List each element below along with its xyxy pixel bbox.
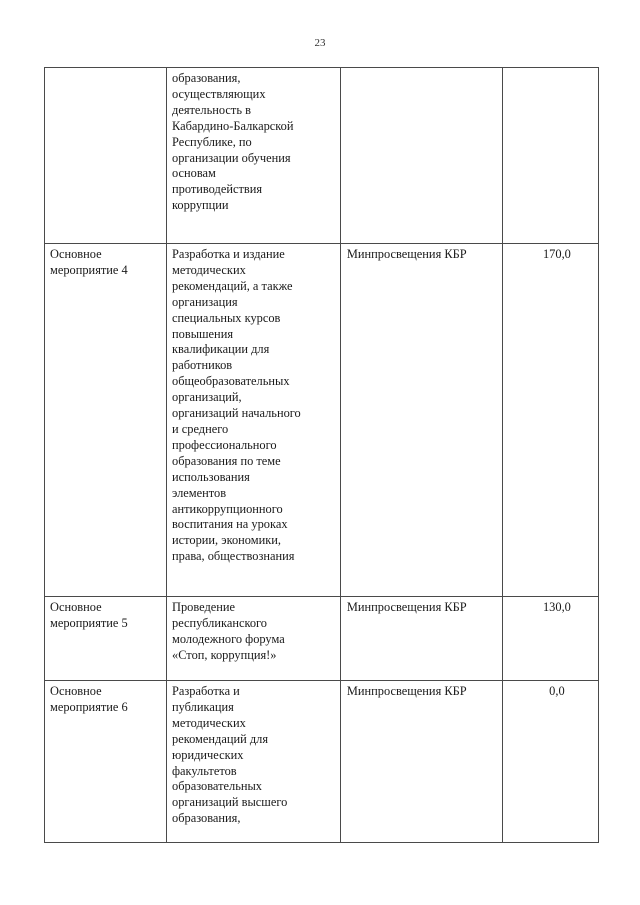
cell-text-line: деятельность в xyxy=(172,102,251,117)
executor-cell xyxy=(340,244,502,597)
cell-text-line: Разработка и xyxy=(172,684,240,698)
cell-text-line: Кабардино-Балкарской xyxy=(172,118,294,133)
cell-text-line: молодежного форума xyxy=(172,631,285,646)
table-row xyxy=(45,681,599,843)
cell-text: Минпросвещения КБР xyxy=(346,600,467,614)
cell-text-line: основам xyxy=(172,166,216,181)
cell-text-line: рекомендаций, а также xyxy=(172,278,293,293)
cell-text-line: образования по теме xyxy=(172,453,281,468)
cell-text-line: и среднего xyxy=(172,421,229,436)
cell-text-line: мероприятие 6 xyxy=(50,699,128,714)
activity-description-cell xyxy=(167,68,341,244)
cell-text-line: образовательных xyxy=(172,779,262,794)
cell-text-line: публикация xyxy=(172,699,234,714)
cell-text-line: Разработка и издание xyxy=(172,247,285,261)
cell-text-line: методических xyxy=(172,715,246,730)
table-row xyxy=(45,68,599,244)
executor-cell xyxy=(340,68,502,244)
amount-cell xyxy=(502,597,598,681)
amount-cell xyxy=(502,681,598,843)
cell-text-line: образования, xyxy=(172,71,241,85)
executor-cell xyxy=(340,681,502,843)
cell-text: 130,0 xyxy=(542,600,571,614)
executor-cell xyxy=(340,597,502,681)
cell-text-line: организаций высшего xyxy=(172,795,288,810)
activity-name-cell xyxy=(45,597,167,681)
activities-table xyxy=(44,67,599,843)
cell-text-line: работников xyxy=(172,358,233,373)
cell-text: Минпросвещения КБР xyxy=(346,684,467,698)
cell-text-line: повышения xyxy=(172,326,234,341)
cell-text-line: Проведение xyxy=(172,600,236,614)
page-number: 23 xyxy=(314,37,326,49)
cell-text-line: мероприятие 5 xyxy=(50,615,128,630)
activity-description-cell xyxy=(167,597,341,681)
cell-text: Минпросвещения КБР xyxy=(346,247,467,261)
cell-text-line: квалификации для xyxy=(172,342,270,357)
cell-text-line: организации обучения xyxy=(172,150,291,165)
amount-cell xyxy=(502,244,598,597)
cell-text-line: осуществляющих xyxy=(172,86,266,101)
cell-text-line: организаций начального xyxy=(172,406,301,421)
cell-text-line: элементов xyxy=(172,485,227,500)
cell-text-line: использования xyxy=(172,469,250,484)
cell-text-line: противодействия xyxy=(172,182,263,197)
activity-name-cell xyxy=(45,244,167,597)
cell-text-line: республиканского xyxy=(172,615,268,630)
cell-text-line: организаций, xyxy=(172,390,242,405)
cell-text-line: факультетов xyxy=(172,763,237,778)
cell-text-line: рекомендаций для xyxy=(172,731,269,746)
cell-text-line: образования, xyxy=(172,811,241,826)
cell-text-line: общеобразовательных xyxy=(172,374,290,389)
cell-text-line: мероприятие 4 xyxy=(50,262,128,277)
cell-text-line: Основное xyxy=(50,600,102,614)
cell-text-line: юридических xyxy=(172,747,244,762)
activity-description-cell xyxy=(167,681,341,843)
activity-name-cell xyxy=(45,681,167,843)
cell-text-line: методических xyxy=(172,262,246,277)
cell-text: 170,0 xyxy=(542,247,571,261)
cell-text-line: специальных курсов xyxy=(172,310,281,325)
cell-text-line: истории, экономики, xyxy=(172,533,281,548)
cell-text-line: Республике, по xyxy=(172,134,252,149)
activity-description-cell xyxy=(167,244,341,597)
cell-text-line: «Стоп, коррупция!» xyxy=(172,647,277,662)
cell-text-line: организация xyxy=(172,294,238,309)
amount-cell xyxy=(502,68,598,244)
cell-text-line: Основное xyxy=(50,247,102,261)
cell-text-line: профессионального xyxy=(172,437,277,452)
cell-text-line: воспитания на уроках xyxy=(172,517,288,532)
cell-text-line: антикоррупционного xyxy=(172,501,283,516)
table-row xyxy=(45,597,599,681)
cell-text-line: права, обществознания xyxy=(172,549,295,564)
activity-name-cell xyxy=(45,68,167,244)
table-row xyxy=(45,244,599,597)
cell-text-line: Основное xyxy=(50,684,102,698)
cell-text-line: коррупции xyxy=(172,198,229,213)
cell-text: 0,0 xyxy=(549,684,565,698)
